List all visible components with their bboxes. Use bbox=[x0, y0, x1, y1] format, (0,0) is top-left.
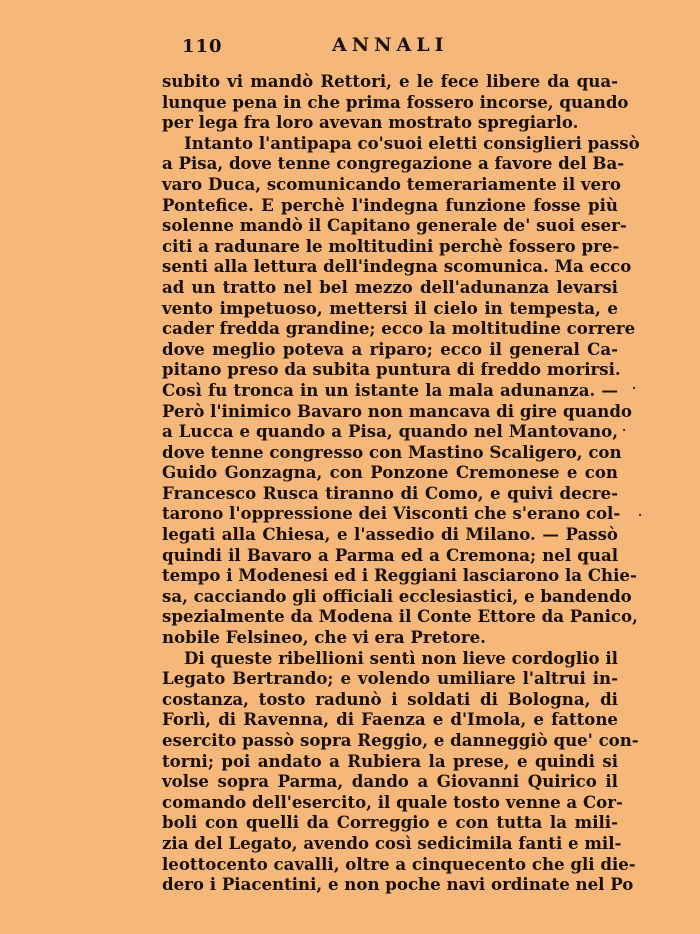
text-line: Guido Gonzagna, con Ponzone Cremonese e con bbox=[162, 462, 618, 483]
text-line: pitano preso da subita puntura di freddo morirsi. bbox=[162, 359, 621, 380]
text-line: ad un tratto nel bel mezzo dell'adunanza levarsi bbox=[162, 276, 618, 297]
text-line: Francesco Rusca tiranno di Como, e quivi decre- bbox=[162, 482, 618, 503]
page-number: 110 bbox=[182, 36, 223, 57]
text-line: volse sopra Parma, dando a Giovanni Quirico il bbox=[162, 771, 618, 792]
text-line: spezialmente da Modena il Conte Ettore da Panico, bbox=[162, 606, 638, 627]
text-line: per lega fra loro avevan mostrato spregiarlo. bbox=[162, 112, 579, 133]
text-line: legati alla Chiesa, e l'assedio di Milano. — Passò bbox=[162, 524, 618, 545]
text-line: sa, cacciando gli officiali ecclesiastici, e bandendo bbox=[162, 585, 632, 606]
text-line: dove tenne congresso con Mastino Scaligero, con bbox=[162, 441, 622, 462]
margin-speck: · bbox=[638, 508, 643, 522]
text-line: Però l'inimico Bavaro non mancava di gire quando bbox=[162, 400, 632, 421]
text-line: zia del Legato, avendo così sedicimila fanti e mil- bbox=[162, 832, 622, 853]
text-line: costanza, tosto radunò i soldati di Bologna, di bbox=[162, 688, 618, 709]
text-line: subito vi mandò Rettori, e le fece libere da qua- bbox=[162, 71, 618, 91]
text-line: cader fredda grandine; ecco la moltitudine correre bbox=[162, 318, 636, 339]
body-text bbox=[162, 71, 640, 895]
text-line: Così fu tronca in un istante la mala adunanza. — bbox=[162, 379, 618, 400]
text-line: senti alla lettura dell'indegna scomunica. Ma ecco bbox=[162, 256, 632, 277]
text-line: nobile Felsineo, che vi era Pretore. bbox=[162, 627, 486, 648]
text-line: lunque pena in che prima fossero incorse, quando bbox=[162, 91, 629, 112]
text-line: boli con quelli da Correggio e con tutta la mili- bbox=[162, 812, 618, 833]
text-line: dove meglio poteva a riparo; ecco il general Ca- bbox=[162, 338, 618, 359]
text-line: Legato Bertrando; e volendo umiliare l'altrui in- bbox=[162, 668, 618, 689]
text-line: torni; poi andato a Rubiera la prese, e quindi si bbox=[162, 750, 618, 771]
margin-speck: · bbox=[622, 423, 627, 437]
text-line: vento impetuoso, mettersi il cielo in tempesta, e bbox=[162, 297, 618, 318]
text-line: quindi il Bavaro a Parma ed a Cremona; nel qual bbox=[162, 544, 618, 565]
text-line: comando dell'esercito, il quale tosto venne a Cor- bbox=[162, 791, 623, 812]
text-line: Intanto l'antipapa co'suoi eletti consiglieri passò bbox=[184, 132, 640, 153]
text-line: tarono l'oppressione dei Visconti che s'erano col- bbox=[162, 503, 621, 524]
text-line: esercito passò sopra Reggio, e danneggiò que' con- bbox=[162, 730, 639, 750]
text-line: a Pisa, dove tenne congregazione a favore del Ba- bbox=[162, 153, 625, 174]
text-line: Pontefice. E perchè l'indegna funzione fosse più bbox=[162, 194, 618, 215]
text-line: Di queste ribellioni sentì non lieve cordoglio il bbox=[184, 647, 618, 668]
page-header bbox=[162, 34, 618, 60]
text-line: dero i Piacentini, e non poche navi ordinate nel Po bbox=[162, 874, 634, 895]
text-line: solenne mandò il Capitano generale de' suoi eser- bbox=[162, 215, 627, 236]
text-line: varo Duca, scomunicando temerariamente il vero bbox=[162, 173, 621, 194]
margin-speck: · bbox=[632, 381, 637, 395]
text-line: citi a radunare le moltitudini perchè fossero pre- bbox=[162, 235, 620, 256]
text-line: Forlì, di Ravenna, di Faenza e d'Imola, e fattone bbox=[162, 709, 618, 730]
text-line: a Lucca e quando a Pisa, quando nel Mantovano, bbox=[162, 421, 618, 442]
text-line: leottocento cavalli, oltre a cinquecento che gli die- bbox=[162, 853, 636, 874]
running-title: ANNALI bbox=[332, 34, 449, 56]
text-line: tempo i Modenesi ed i Reggiani lasciarono la Chie- bbox=[162, 565, 637, 586]
